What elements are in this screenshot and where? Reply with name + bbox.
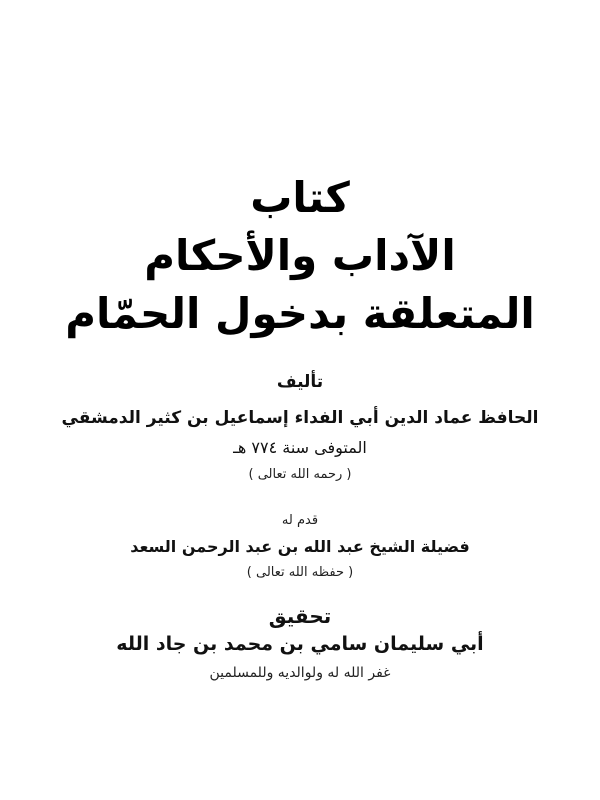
book-title-line-1: كتاب: [250, 173, 350, 222]
introduction-label: قدم له: [281, 513, 319, 528]
verifier-name: أبي سليمان سامي بن محمد بن جاد الله: [116, 633, 484, 655]
book-title-line-3: المتعلقة بدخول الحمّام: [65, 289, 535, 338]
author-prayer: ( رحمه الله تعالى ): [248, 467, 352, 482]
authored-by-label: تأليف: [276, 372, 324, 392]
verification-label: تحقيق: [268, 604, 332, 628]
introducer-name: فضيلة الشيخ عبد الله بن عبد الرحمن السعد: [130, 537, 470, 556]
verifier-prayer: غفر الله له ولوالديه وللمسلمين: [209, 665, 391, 681]
author-name: الحافظ عماد الدين أبي الفداء إسماعيل بن كثير الدمشقي: [61, 408, 539, 428]
introducer-prayer: ( حفظه الله تعالى ): [246, 565, 354, 580]
book-title-line-2: الآداب والأحكام: [144, 231, 456, 280]
author-death-date: المتوفى سنة ٧٧٤ هـ: [233, 438, 367, 457]
